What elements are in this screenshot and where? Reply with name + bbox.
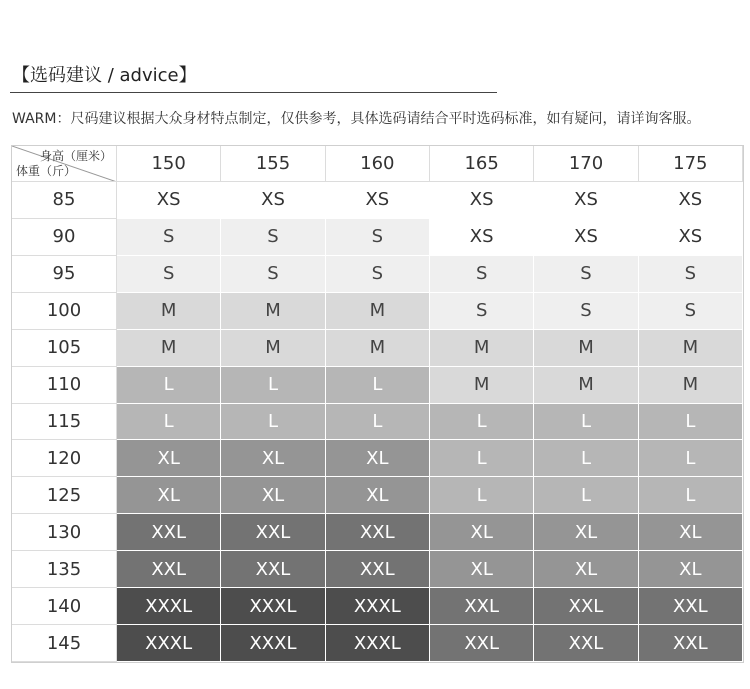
size-cell: M xyxy=(534,330,638,367)
size-cell: L xyxy=(534,440,638,477)
size-cell: XXL xyxy=(117,551,221,588)
size-cell: S xyxy=(534,256,638,293)
size-cell: L xyxy=(326,367,430,404)
size-cell: M xyxy=(534,367,638,404)
size-cell: L xyxy=(639,404,743,441)
size-cell: XS xyxy=(430,182,534,219)
size-cell: XL xyxy=(430,551,534,588)
warm-note: WARM：尺码建议根据大众身材特点制定，仅供参考，具体选码请结合平时选码标准，如有疑问，请详询客服。 xyxy=(12,111,701,127)
table-corner xyxy=(12,146,117,182)
height-header: 170 xyxy=(534,146,638,182)
size-cell: L xyxy=(639,440,743,477)
size-cell: M xyxy=(117,293,221,330)
size-cell: S xyxy=(326,219,430,256)
size-cell: XS xyxy=(639,219,743,256)
size-cell: XXXL xyxy=(117,588,221,625)
size-cell: S xyxy=(117,256,221,293)
size-cell: XXL xyxy=(117,514,221,551)
weight-row-label: 105 xyxy=(12,330,117,367)
height-axis-label: 身高（厘米） xyxy=(39,149,112,163)
size-cell: XL xyxy=(117,477,221,514)
size-cell: XL xyxy=(221,440,325,477)
size-cell: XS xyxy=(534,182,638,219)
size-cell: S xyxy=(534,293,638,330)
size-cell: M xyxy=(639,330,743,367)
size-cell: XXL xyxy=(326,551,430,588)
size-cell: XXL xyxy=(221,551,325,588)
size-cell: S xyxy=(430,256,534,293)
size-cell: XXL xyxy=(430,625,534,662)
weight-row-label: 95 xyxy=(12,256,117,293)
weight-axis-label: 体重（斤） xyxy=(16,164,77,178)
page-title: 【选码建议 / advice】 xyxy=(12,65,197,86)
height-header: 150 xyxy=(117,146,221,182)
size-cell: S xyxy=(221,219,325,256)
size-cell: XL xyxy=(221,477,325,514)
size-cell: L xyxy=(639,477,743,514)
title-divider xyxy=(10,92,497,93)
size-cell: XL xyxy=(639,514,743,551)
size-cell: XXL xyxy=(326,514,430,551)
size-cell: XL xyxy=(534,514,638,551)
size-cell: L xyxy=(430,440,534,477)
size-cell: L xyxy=(117,404,221,441)
size-cell: XS xyxy=(534,219,638,256)
height-header: 160 xyxy=(326,146,430,182)
size-cell: M xyxy=(326,293,430,330)
size-cell: M xyxy=(430,367,534,404)
weight-row-label: 90 xyxy=(12,219,117,256)
weight-row-label: 140 xyxy=(12,588,117,625)
size-cell: XS xyxy=(117,182,221,219)
height-header: 165 xyxy=(430,146,534,182)
size-cell: XL xyxy=(534,551,638,588)
size-cell: S xyxy=(117,219,221,256)
size-cell: L xyxy=(326,404,430,441)
size-cell: XL xyxy=(639,551,743,588)
size-cell: S xyxy=(639,293,743,330)
size-cell: M xyxy=(639,367,743,404)
size-cell: L xyxy=(221,404,325,441)
size-chart-table xyxy=(11,145,744,663)
size-cell: XL xyxy=(326,440,430,477)
size-cell: XXL xyxy=(430,588,534,625)
weight-row-label: 110 xyxy=(12,367,117,404)
size-cell: XS xyxy=(639,182,743,219)
weight-row-label: 125 xyxy=(12,477,117,514)
size-cell: XXL xyxy=(639,625,743,662)
size-cell: XS xyxy=(221,182,325,219)
size-cell: S xyxy=(221,256,325,293)
size-cell: XXXL xyxy=(221,625,325,662)
size-cell: XXXL xyxy=(117,625,221,662)
size-cell: XXXL xyxy=(326,588,430,625)
size-cell: XXXL xyxy=(326,625,430,662)
size-cell: XL xyxy=(117,440,221,477)
size-cell: L xyxy=(534,477,638,514)
size-cell: M xyxy=(221,330,325,367)
size-cell: S xyxy=(430,293,534,330)
size-cell: S xyxy=(326,256,430,293)
size-cell: XS xyxy=(326,182,430,219)
height-header: 155 xyxy=(221,146,325,182)
size-cell: S xyxy=(639,256,743,293)
size-cell: XL xyxy=(430,514,534,551)
weight-row-label: 120 xyxy=(12,440,117,477)
height-header: 175 xyxy=(639,146,743,182)
weight-row-label: 100 xyxy=(12,293,117,330)
size-cell: XXL xyxy=(221,514,325,551)
size-cell: L xyxy=(117,367,221,404)
weight-row-label: 135 xyxy=(12,551,117,588)
weight-row-label: 130 xyxy=(12,514,117,551)
size-cell: XL xyxy=(326,477,430,514)
size-cell: M xyxy=(430,330,534,367)
size-cell: XXL xyxy=(639,588,743,625)
size-cell: L xyxy=(430,404,534,441)
size-cell: L xyxy=(221,367,325,404)
size-cell: XS xyxy=(430,219,534,256)
size-cell: M xyxy=(221,293,325,330)
size-cell: XXL xyxy=(534,625,638,662)
weight-row-label: 145 xyxy=(12,625,117,662)
size-cell: L xyxy=(534,404,638,441)
size-cell: XXXL xyxy=(221,588,325,625)
size-cell: XXL xyxy=(534,588,638,625)
weight-row-label: 115 xyxy=(12,404,117,441)
weight-row-label: 85 xyxy=(12,182,117,219)
size-cell: L xyxy=(430,477,534,514)
size-cell: M xyxy=(326,330,430,367)
size-cell: M xyxy=(117,330,221,367)
